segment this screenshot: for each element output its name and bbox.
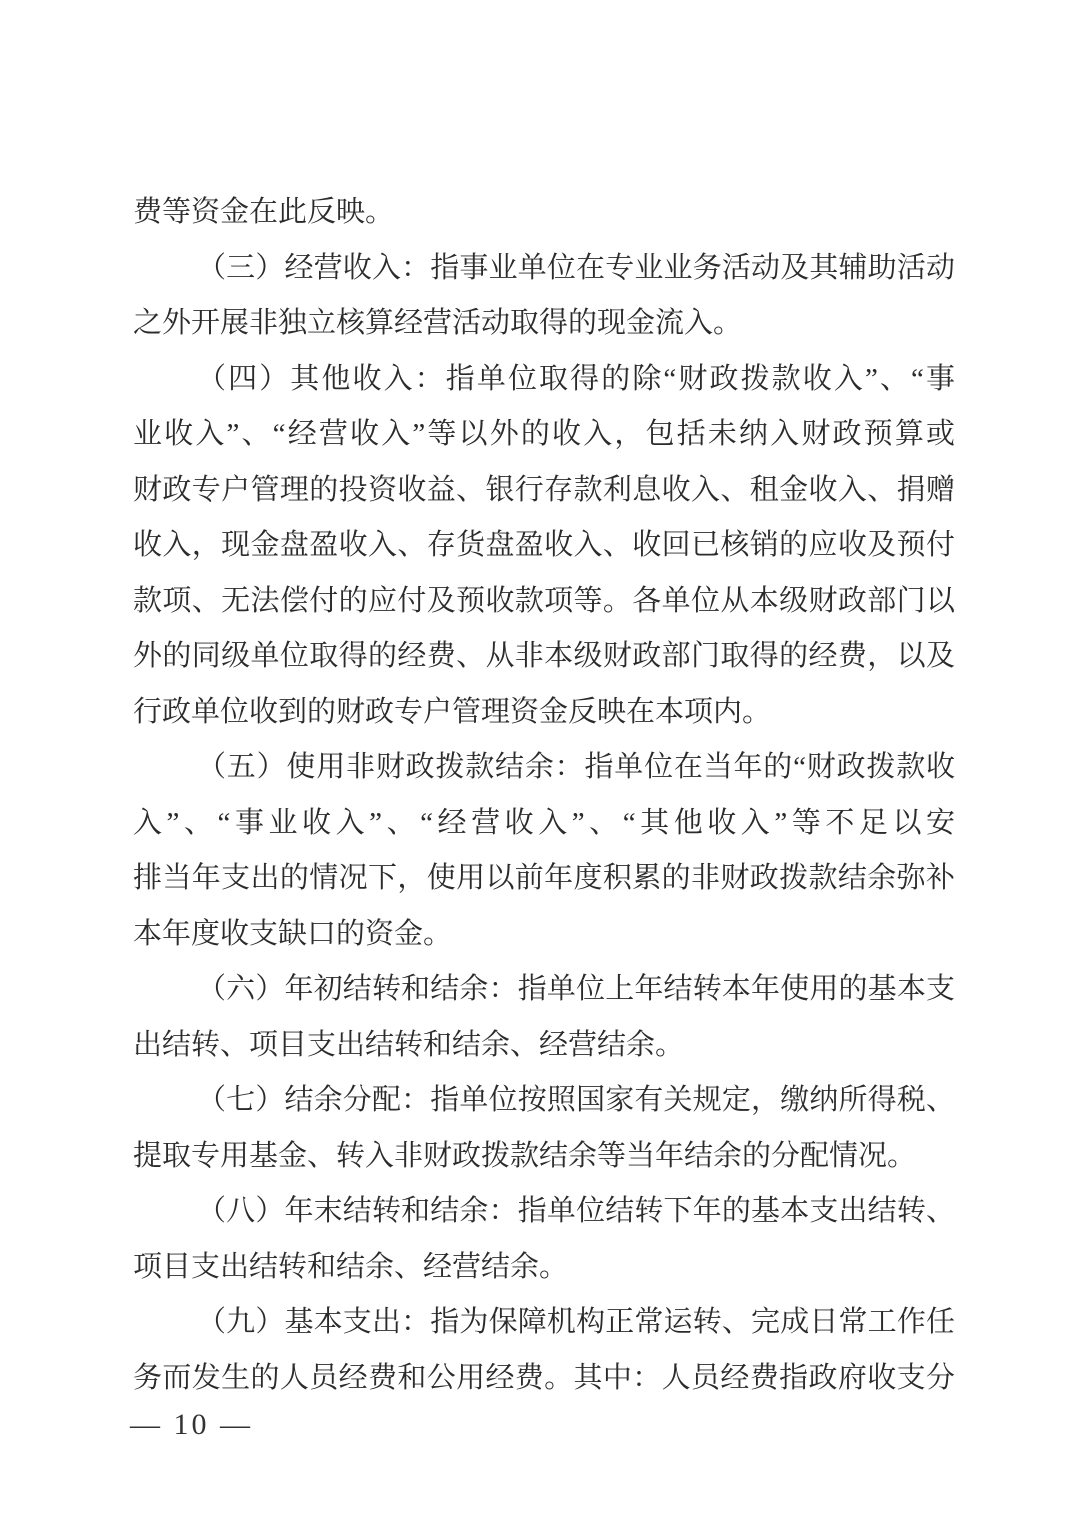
page-number-footer: — 10 — xyxy=(130,1408,253,1441)
text-line: （四）其他收入：指单位取得的除“财政拨款收入”、“事 xyxy=(197,362,955,395)
text-line: 务而发生的人员经费和公用经费。其中：人员经费指政府收支分 xyxy=(133,1361,955,1394)
document-body xyxy=(133,185,955,1406)
text-line: （三）经营收入：指事业单位在专业业务活动及其辅助活动 xyxy=(197,251,955,284)
text-line: 外的同级单位取得的经费、从非本级财政部门取得的经费，以及 xyxy=(133,640,955,672)
text-line: 出结转、项目支出结转和结余、经营结余。 xyxy=(133,1028,685,1061)
text-line: 本年度收支缺口的资金。 xyxy=(133,917,453,950)
text-line: 收入，现金盘盈收入、存货盘盈收入、收回已核销的应收及预付 xyxy=(133,529,955,561)
text-line: 入”、“事业收入”、“经营收入”、“其他收入”等不足以安 xyxy=(133,806,955,839)
text-line: （八）年末结转和结余：指单位结转下年的基本支出结转、 xyxy=(197,1195,955,1227)
text-line: 款项、无法偿付的应付及预收款项等。各单位从本级财政部门以 xyxy=(133,584,955,617)
text-line: 行政单位收到的财政专户管理资金反映在本项内。 xyxy=(133,695,772,728)
text-line: 财政专户管理的投资收益、银行存款利息收入、租金收入、捐赠 xyxy=(133,473,955,506)
text-line: （九）基本支出：指为保障机构正常运转、完成日常工作任 xyxy=(197,1306,955,1338)
text-line: 提取专用基金、转入非财政拨款结余等当年结余的分配情况。 xyxy=(133,1139,917,1172)
text-line: 业收入”、“经营收入”等以外的收入，包括未纳入财政预算或 xyxy=(133,418,955,450)
text-line: 之外开展非独立核算经营活动取得的现金流入。 xyxy=(133,307,743,339)
text-line: 项目支出结转和结余、经营结余。 xyxy=(133,1250,569,1283)
text-line: （六）年初结转和结余：指单位上年结转本年使用的基本支 xyxy=(197,973,955,1005)
text-line: （五）使用非财政拨款结余：指单位在当年的“财政拨款收 xyxy=(197,751,955,783)
text-line: 费等资金在此反映。 xyxy=(133,196,395,228)
text-line: （七）结余分配：指单位按照国家有关规定，缴纳所得税、 xyxy=(197,1084,955,1116)
text-line: 排当年支出的情况下，使用以前年度积累的非财政拨款结余弥补 xyxy=(133,862,955,894)
